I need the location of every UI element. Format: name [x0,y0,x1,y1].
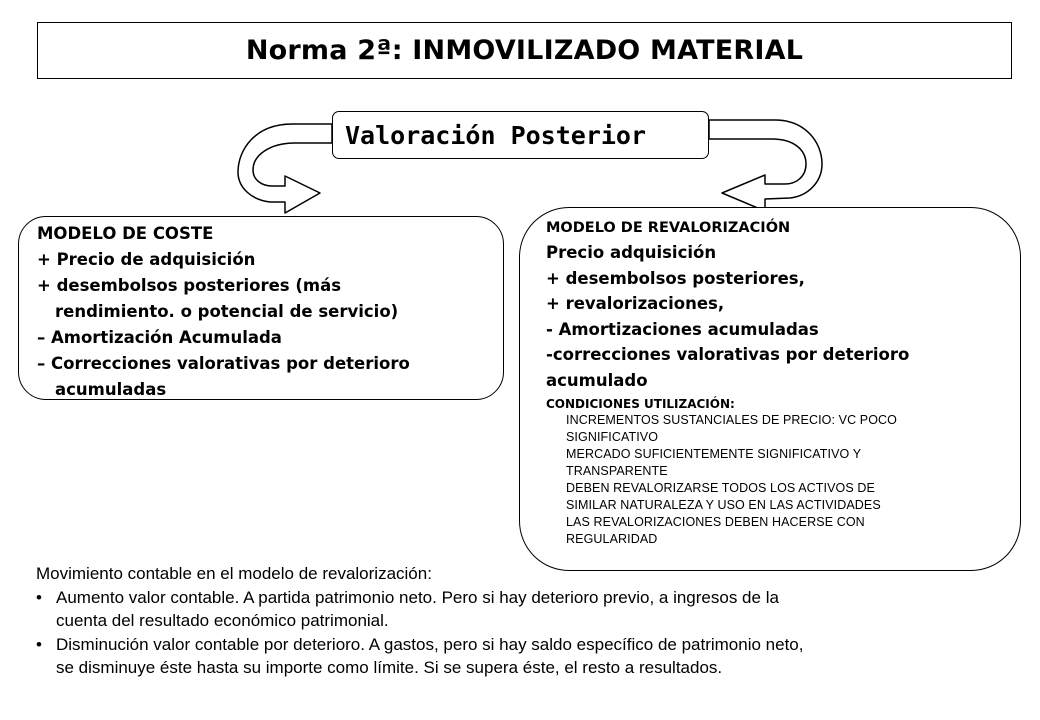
condition-line: INCREMENTOS SUSTANCIALES DE PRECIO: VC POCO [566,413,897,427]
revaluation-line: acumulado [546,370,648,390]
accounting-notes [36,562,1016,680]
left-curved-arrow-icon [238,124,332,213]
condition-line: SIMILAR NATURALEZA Y USO EN LAS ACTIVIDADES [566,498,881,512]
revaluation-model-box [519,207,1021,571]
revaluation-line: + revalorizaciones, [546,294,725,313]
revaluation-line: Precio adquisición [546,243,717,262]
conditions-heading: CONDICIONES UTILIZACIÓN: [546,397,735,411]
note-bullet [36,633,1016,680]
cost-line: + Precio de adquisición [37,250,256,269]
condition-line: SIGNIFICATIVO [566,430,659,444]
revaluation-model-heading: MODELO DE REVALORIZACIÓN [546,220,791,236]
note-text: se disminuye éste hasta su importe como límite. Si se supera éste, el resto a resultados. [56,658,723,677]
right-curved-arrow-icon [709,120,822,211]
cost-line: – Correcciones valorativas por deterioro [37,354,410,373]
revaluation-line: - Amortizaciones acumuladas [546,319,819,339]
note-text: cuenta del resultado económico patrimonial. [56,611,389,630]
cost-line: acumuladas [55,380,167,399]
condition-line: REGULARIDAD [566,532,658,546]
cost-model-box [18,216,504,400]
note-bullet [36,586,1016,633]
condition-line: TRANSPARENTE [566,464,668,478]
cost-line: rendimiento. o potencial de servicio) [55,302,399,321]
cost-model-heading: MODELO DE COSTE [37,224,214,243]
bullet-icon: • [36,634,42,654]
cost-line: – Amortización Acumulada [37,328,282,347]
revaluation-line: + desembolsos posteriores, [546,268,805,288]
notes-intro: Movimiento contable en el modelo de revalorización: [36,564,432,583]
page-title: Norma 2ª: INMOVILIZADO MATERIAL [37,22,1012,79]
bullet-icon: • [36,587,42,607]
note-text: Disminución valor contable por deterioro. A gastos, pero si hay saldo específico de patrimonio neto, [56,634,804,654]
revaluation-line: -correcciones valorativas por deterioro [546,345,910,364]
note-text: Aumento valor contable. A partida patrimonio neto. Pero si hay deterioro previo, a ingresos de la [56,587,779,607]
condition-line: MERCADO SUFICIENTEMENTE SIGNIFICATIVO Y [566,447,862,461]
condition-line: DEBEN REVALORIZARSE TODOS LOS ACTIVOS DE [566,481,875,495]
valuation-heading: Valoración Posterior [332,111,709,159]
cost-line: + desembolsos posteriores (más [37,276,342,295]
condition-line: LAS REVALORIZACIONES DEBEN HACERSE CON [566,515,865,529]
